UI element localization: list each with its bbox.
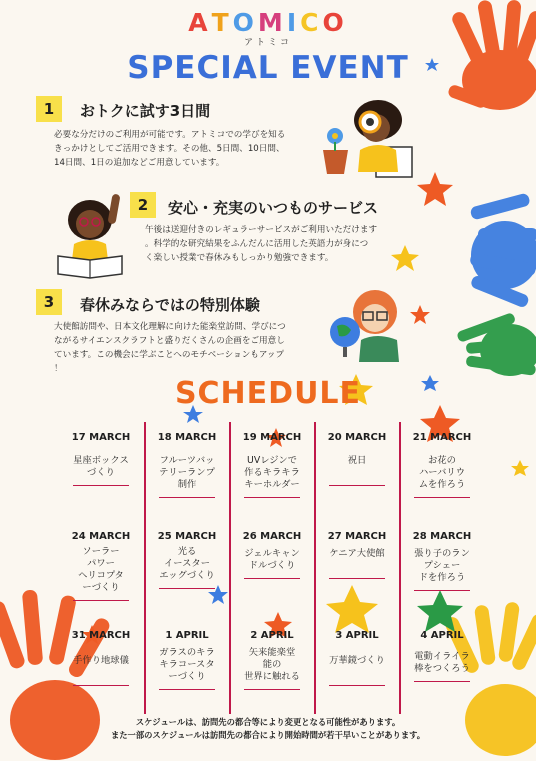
cell-date: 25 MARCH: [157, 531, 217, 542]
schedule-cell: [314, 422, 400, 486]
cell-rule: [414, 590, 470, 591]
cell-event: [399, 548, 485, 584]
section-body: [145, 223, 405, 265]
cell-date: 28 MARCH: [412, 531, 472, 542]
cell-event-line: ーづくり: [168, 671, 206, 682]
cell-event-line: ソーラー: [82, 546, 120, 557]
section-heading: おトクに試す3日間: [80, 102, 211, 120]
cell-event-line: づくり: [87, 467, 115, 478]
schedule-title: SCHEDULE: [174, 376, 362, 411]
schedule-cell: [314, 620, 400, 686]
cell-rule: [159, 588, 215, 589]
cell-rule: [244, 689, 300, 690]
boy-with-globe-illustration: [325, 284, 410, 364]
cell-event: [58, 455, 144, 479]
cell-rule: [329, 578, 385, 579]
cell-event: [314, 655, 400, 679]
cell-event-line: 棒をつくろう: [414, 663, 470, 674]
cell-date: 2 APRIL: [250, 630, 294, 641]
cell-event: [58, 655, 144, 679]
cell-date: 1 APRIL: [165, 630, 209, 641]
section-body-line: 午後は送迎付きのレギュラーサービスがご利用いただけます: [145, 225, 378, 235]
cell-rule: [73, 600, 129, 601]
schedule-grid: [58, 422, 486, 714]
schedule-cell: [58, 620, 144, 686]
cell-rule: [159, 497, 215, 498]
schedule-cell: [58, 422, 144, 486]
cell-date: 17 MARCH: [71, 432, 131, 443]
cell-event-line: ハーバリウ: [418, 467, 466, 478]
section-body-line: ！: [54, 364, 63, 374]
cell-event-line: キーホルダー: [244, 479, 300, 490]
section-number-badge: 1: [36, 96, 62, 122]
section-heading: 安心・充実のいつものサービス: [168, 199, 379, 217]
cell-event: [144, 647, 230, 683]
cell-event-line: ガラスのキラ: [159, 647, 215, 658]
section-number-badge: 3: [36, 289, 62, 315]
cell-date: 31 MARCH: [71, 630, 131, 641]
logo-wordmark: [0, 8, 536, 37]
cell-date: 21 MARCH: [412, 432, 472, 443]
cell-date: 3 APRIL: [335, 630, 379, 641]
cell-rule: [329, 485, 385, 486]
logo-letter: O: [322, 8, 348, 37]
cell-event: [229, 548, 315, 572]
cell-date: 18 MARCH: [157, 432, 217, 443]
cell-rule: [73, 685, 129, 686]
schedule-cell: [229, 620, 315, 690]
girl-with-magnifier-illustration: [318, 92, 418, 182]
schedule-cell: [144, 422, 230, 498]
cell-event-line: 世界に触れる: [244, 671, 300, 682]
section-number-badge: 2: [130, 192, 156, 218]
section-heading: 春休みならではの特別体験: [80, 296, 260, 314]
cell-event: [144, 455, 230, 491]
cell-event-line: 能の: [262, 659, 282, 670]
cell-event-line: 電動イライラ: [414, 651, 470, 662]
cell-event-line: UVレジンで: [247, 455, 297, 466]
schedule-cell: [399, 620, 485, 682]
schedule-cell: [399, 521, 485, 591]
cell-event: [314, 548, 400, 572]
logo-letter: C: [300, 8, 323, 37]
logo-letter: A: [188, 8, 212, 37]
cell-event: [399, 651, 485, 675]
schedule-cell: [144, 620, 230, 690]
cell-date: 26 MARCH: [242, 531, 302, 542]
cell-date: 27 MARCH: [327, 531, 387, 542]
schedule-cell: [229, 422, 315, 498]
cell-event-line: ドを作ろう: [418, 572, 466, 583]
section-body-line: 14日間、1日の追加などご用意しています。: [54, 158, 225, 168]
cell-rule: [414, 497, 470, 498]
logo-letter: T: [211, 8, 233, 37]
page-title: SPECIAL EVENT: [127, 50, 409, 86]
footer-note: [0, 716, 536, 742]
section-body-line: く楽しい授業で春休みもしっかり勉強できます。: [145, 253, 334, 263]
cell-event-line: 作るキラキラ: [244, 467, 300, 478]
cell-event-line: キラコースタ: [159, 659, 215, 670]
section-body-line: ながるサイエンスクラフトと盛りだくさんの企画をご用意し: [54, 336, 285, 346]
cell-date: 4 APRIL: [420, 630, 464, 641]
section-body: [54, 128, 329, 170]
logo-letter: M: [257, 8, 287, 37]
cell-event-line: 星座ボックス: [73, 455, 129, 466]
schedule-cell: [314, 521, 400, 579]
brand-logo: [0, 8, 536, 48]
logo-letter: O: [232, 8, 258, 37]
footer-line: また一部のスケジュールは訪問先の都合により開始時間が若干早いことがあります。: [110, 730, 426, 740]
cell-event: [229, 647, 315, 683]
cell-event-line: パワー: [87, 558, 115, 569]
section-body-line: ています。この機会に学ぶことへのモチベーションもアップ: [54, 350, 285, 360]
section-body-line: きっかけとしてご活用できます。その他、5日間、10日間、: [54, 144, 285, 154]
cell-event-line: フルーツバッ: [159, 455, 215, 466]
cell-rule: [244, 578, 300, 579]
cell-rule: [329, 685, 385, 686]
cell-event: [399, 455, 485, 491]
cell-rule: [244, 497, 300, 498]
cell-event-line: 制作: [177, 479, 197, 490]
cell-event-line: エッグづくり: [159, 570, 215, 581]
cell-event: [229, 455, 315, 491]
section-body-line: 必要な分だけのご利用が可能です。アトミコでの学びを知る: [54, 130, 286, 140]
logo-kana: アトミコ: [243, 38, 292, 48]
cell-date: 19 MARCH: [242, 432, 302, 443]
cell-event-line: お花の: [428, 455, 456, 466]
cell-event-line: ジェルキャン: [244, 548, 300, 559]
cell-rule: [73, 485, 129, 486]
section-body: [54, 320, 326, 376]
cell-event-line: 張り子のラン: [414, 548, 470, 559]
cell-event-line: ムを作ろう: [418, 479, 466, 490]
cell-event: [314, 455, 400, 479]
cell-rule: [159, 689, 215, 690]
cell-event-line: ヘリコプタ: [78, 570, 124, 581]
footer-line: スケジュールは、訪問先の都合等により変更となる可能性があります。: [135, 717, 401, 727]
cell-rule: [414, 681, 470, 682]
cell-event-line: ーづくり: [82, 582, 120, 593]
schedule-cell: [58, 521, 144, 601]
cell-event-line: ケニア大使館: [329, 548, 385, 559]
section-body-line: 。科学的な研究結果をふんだんに活用した英語力が身につ: [145, 239, 369, 249]
logo-letter: I: [286, 8, 301, 37]
cell-date: 20 MARCH: [327, 432, 387, 443]
cell-event: [58, 546, 144, 594]
section-body-line: 大使館訪問や、日本文化理解に向けた能楽堂訪問、学びにつ: [54, 322, 286, 332]
schedule-cell: [144, 521, 230, 589]
cell-event-line: 矢来能楽堂: [248, 647, 296, 658]
cell-event-line: 手作り地球儀: [73, 655, 129, 666]
schedule-cell: [229, 521, 315, 579]
cell-event-line: プシェー: [423, 560, 461, 571]
girl-reading-book-illustration: [50, 184, 130, 279]
cell-event-line: ドルづくり: [248, 560, 296, 571]
cell-date: 24 MARCH: [71, 531, 131, 542]
schedule-cell: [399, 422, 485, 498]
cell-event-line: 万華鏡づくり: [329, 655, 385, 666]
cell-event: [144, 546, 230, 582]
cell-event-line: 光る: [177, 546, 197, 557]
cell-event-line: テリーランプ: [159, 467, 215, 478]
cell-event-line: イースター: [163, 558, 211, 569]
cell-event-line: 祝日: [347, 455, 367, 466]
